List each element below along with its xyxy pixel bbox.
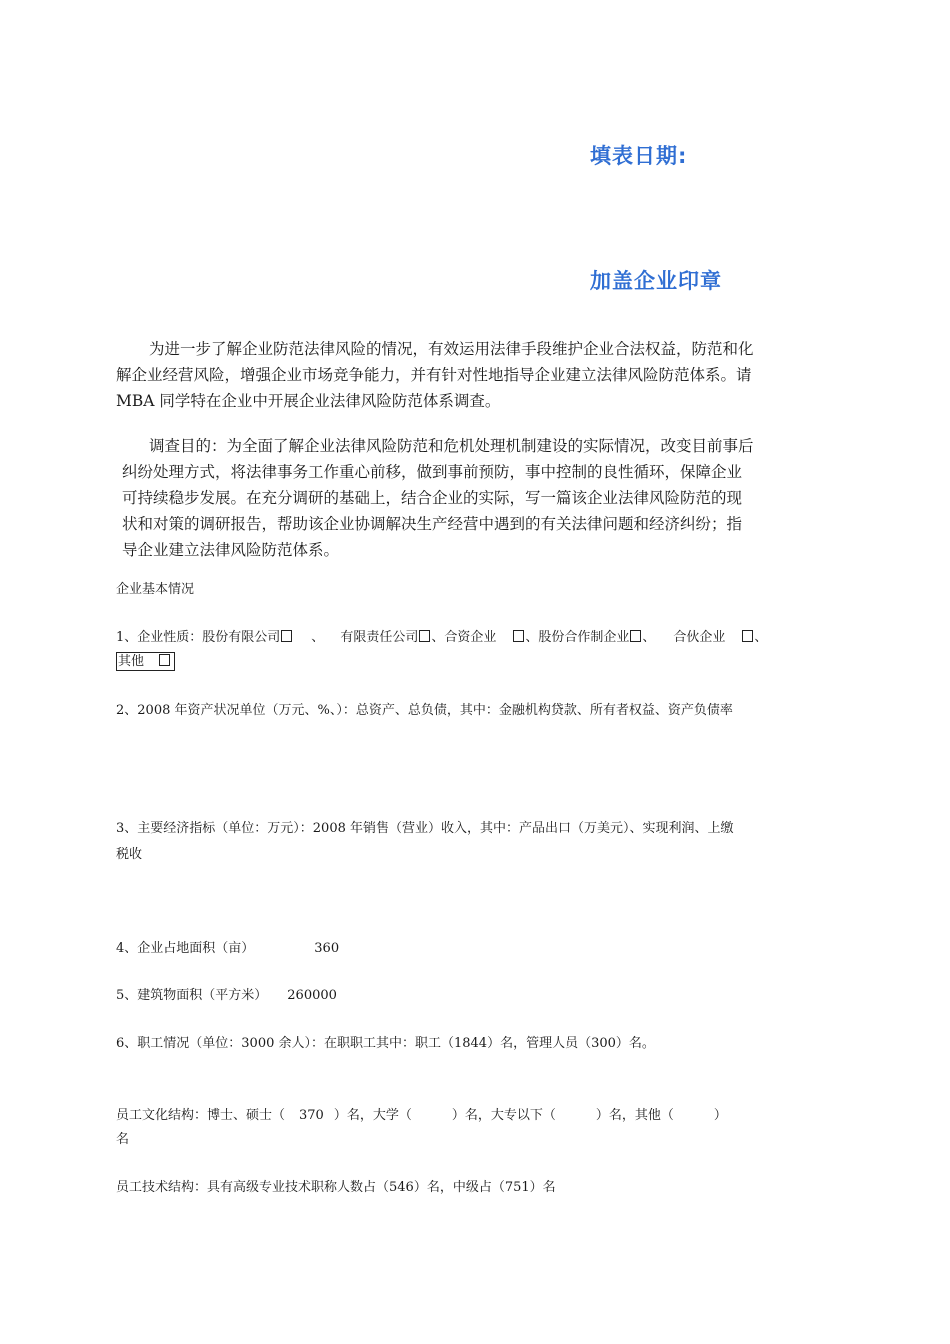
intro-line: 为进一步了解企业防范法律风险的情况，有效运用法律手段维护企业合法权益，防范和化 bbox=[149, 340, 754, 358]
option-partnership-label: 合伙企业 bbox=[673, 630, 726, 645]
purpose-line: 调查目的：为全面了解企业法律风险防范和危机处理机制建设的实际情况，改变目前事后 bbox=[149, 437, 754, 455]
land-area-value: 360 bbox=[314, 941, 340, 956]
purpose-line: 状和对策的调研报告，帮助该企业协调解决生产经营中遇到的有关法律问题和经济纠纷；指 bbox=[122, 515, 743, 533]
purpose-line: 可持续稳步发展。在充分调研的基础上，结合企业的实际，写一篇该企业法律风险防范的现 bbox=[122, 489, 743, 507]
enterprise-nature-prefix: 1、企业性质： bbox=[116, 630, 203, 645]
other-checkbox[interactable] bbox=[159, 654, 170, 666]
option-other-box[interactable] bbox=[116, 652, 175, 671]
economic-indicators-question-cont: 税收 bbox=[116, 847, 143, 862]
company-seal-label: 加盖企业印章 bbox=[590, 269, 722, 293]
education-other-label: ）名，其他（ bbox=[595, 1108, 674, 1123]
education-college-label: ）名，大专以下（ bbox=[451, 1108, 556, 1123]
education-structure-row bbox=[116, 1104, 727, 1128]
education-structure-row-cont: 名 bbox=[116, 1132, 130, 1147]
separator: 、 bbox=[431, 630, 445, 645]
separator: 、 bbox=[642, 630, 656, 645]
limited-liability-checkbox[interactable] bbox=[419, 630, 430, 642]
building-area-row bbox=[116, 984, 337, 1008]
building-area-value: 260000 bbox=[287, 988, 337, 1003]
staff-status-question: 6、职工情况（单位：3000 余人）：在职职工其中：职工（1844）名，管理人员（300）名。 bbox=[116, 1036, 655, 1051]
separator: 、 bbox=[311, 630, 325, 645]
intro-line: MBA 同学特在企业中开展企业法律风险防范体系调查。 bbox=[116, 392, 501, 410]
basic-info-title: 企业基本情况 bbox=[116, 582, 195, 597]
land-area-label: 4、企业占地面积（亩） bbox=[116, 941, 255, 956]
partnership-checkbox[interactable] bbox=[742, 630, 753, 642]
intro-paragraph bbox=[116, 336, 816, 414]
fill-date-label: 填表日期: bbox=[590, 144, 688, 168]
technical-structure-row: 员工技术结构：具有高级专业技术职称人数占（546）名，中级占（751）名 bbox=[116, 1180, 556, 1195]
education-close-paren: ） bbox=[713, 1108, 727, 1123]
option-joint-stock-label: 股份有限公司 bbox=[202, 630, 281, 645]
education-label: 员工文化结构：博士、硕士（ bbox=[116, 1108, 286, 1123]
enterprise-nature-other-row bbox=[116, 650, 175, 674]
purpose-paragraph bbox=[122, 433, 822, 563]
asset-status-question: 2、2008 年资产状况单位（万元、%、）：总资产、总负债，其中：金融机构贷款、所有者权益、资产负债率 bbox=[116, 703, 733, 718]
joint-stock-checkbox[interactable] bbox=[281, 630, 292, 642]
intro-line: 解企业经营风险，增强企业市场竞争能力，并有针对性地指导企业建立法律风险防范体系。请 bbox=[116, 366, 752, 384]
purpose-line: 导企业建立法律风险防范体系。 bbox=[122, 541, 340, 559]
land-area-row bbox=[116, 937, 339, 961]
option-limited-label: 有限责任公司 bbox=[340, 630, 419, 645]
education-univ-label: ）名，大学（ bbox=[333, 1108, 412, 1123]
building-area-label: 5、建筑物面积（平方米） bbox=[116, 988, 268, 1003]
phd-masters-count: 370 bbox=[299, 1108, 324, 1123]
option-cooperative-label: 股份合作制企业 bbox=[538, 630, 630, 645]
cooperative-checkbox[interactable] bbox=[630, 630, 641, 642]
separator: 、 bbox=[754, 630, 768, 645]
enterprise-nature-question bbox=[116, 626, 767, 650]
separator: 、 bbox=[525, 630, 539, 645]
joint-venture-checkbox[interactable] bbox=[513, 630, 524, 642]
economic-indicators-question: 3、主要经济指标（单位：万元）：2008 年销售（营业）收入，其中：产品出口（万美元）、实现利润、上缴 bbox=[116, 821, 734, 836]
option-joint-venture-label: 合资企业 bbox=[444, 630, 497, 645]
option-other-label: 其他 bbox=[118, 654, 145, 669]
purpose-line: 纠纷处理方式，将法律事务工作重心前移，做到事前预防，事中控制的良性循环，保障企业 bbox=[122, 463, 743, 481]
